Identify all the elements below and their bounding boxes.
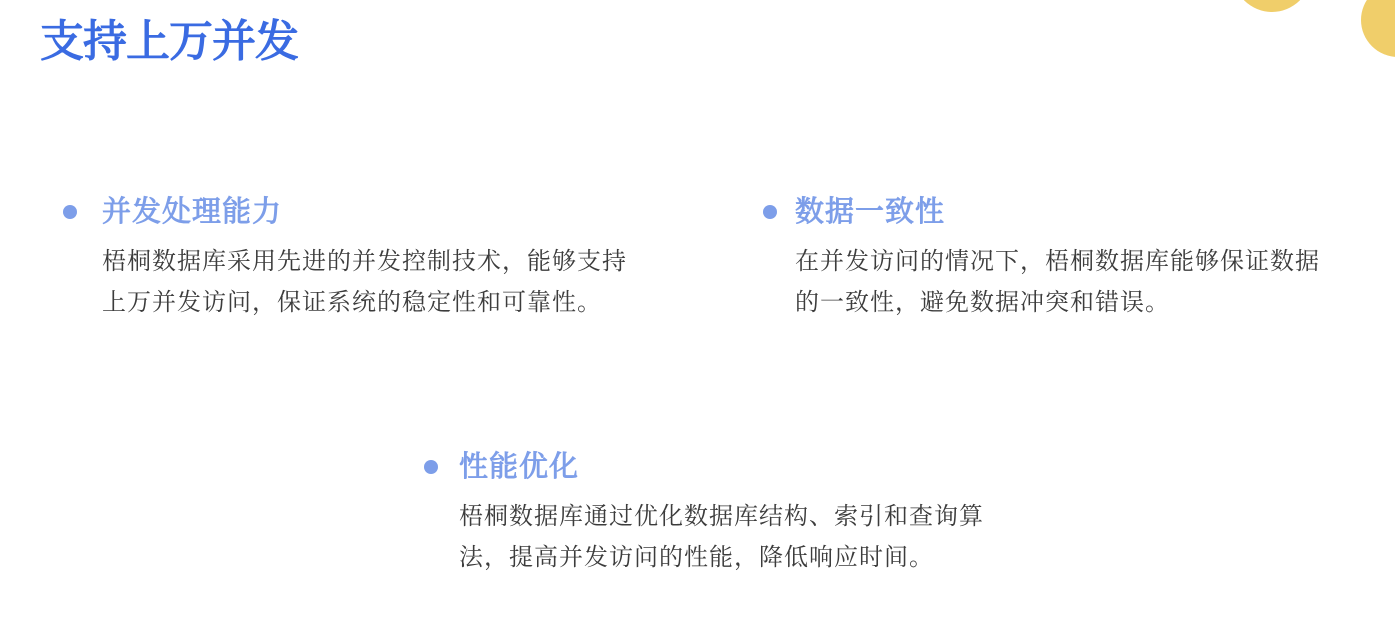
feature-item-concurrency	[102, 196, 627, 323]
feature-item-consistency	[795, 196, 1320, 323]
feature-body	[795, 241, 1320, 323]
feature-body-line: 的一致性，避免数据冲突和错误。	[795, 289, 1170, 316]
feature-body-line: 法，提高并发访问的性能，降低响应时间。	[459, 544, 934, 571]
feature-heading: 性能优化	[459, 451, 580, 483]
feature-body-line: 梧桐数据库采用先进的并发控制技术，能够支持	[102, 248, 627, 275]
bullet-dot	[424, 460, 438, 474]
feature-heading: 并发处理能力	[102, 196, 283, 228]
feature-body-line: 在并发访问的情况下，梧桐数据库能够保证数据	[795, 248, 1320, 275]
feature-body-line: 梧桐数据库通过优化数据库结构、索引和查询算	[459, 503, 984, 530]
bullet-dot	[63, 205, 77, 219]
feature-body	[459, 496, 984, 578]
feature-item-performance	[459, 451, 984, 578]
slide-title: 支持上万并发	[40, 17, 298, 66]
decorative-circle-corner	[1361, 0, 1395, 57]
feature-body-line: 上万并发访问，保证系统的稳定性和可靠性。	[102, 289, 602, 316]
decorative-circle-top	[1233, 0, 1311, 12]
bullet-dot	[763, 205, 777, 219]
feature-body	[102, 241, 627, 323]
feature-heading: 数据一致性	[795, 196, 946, 228]
